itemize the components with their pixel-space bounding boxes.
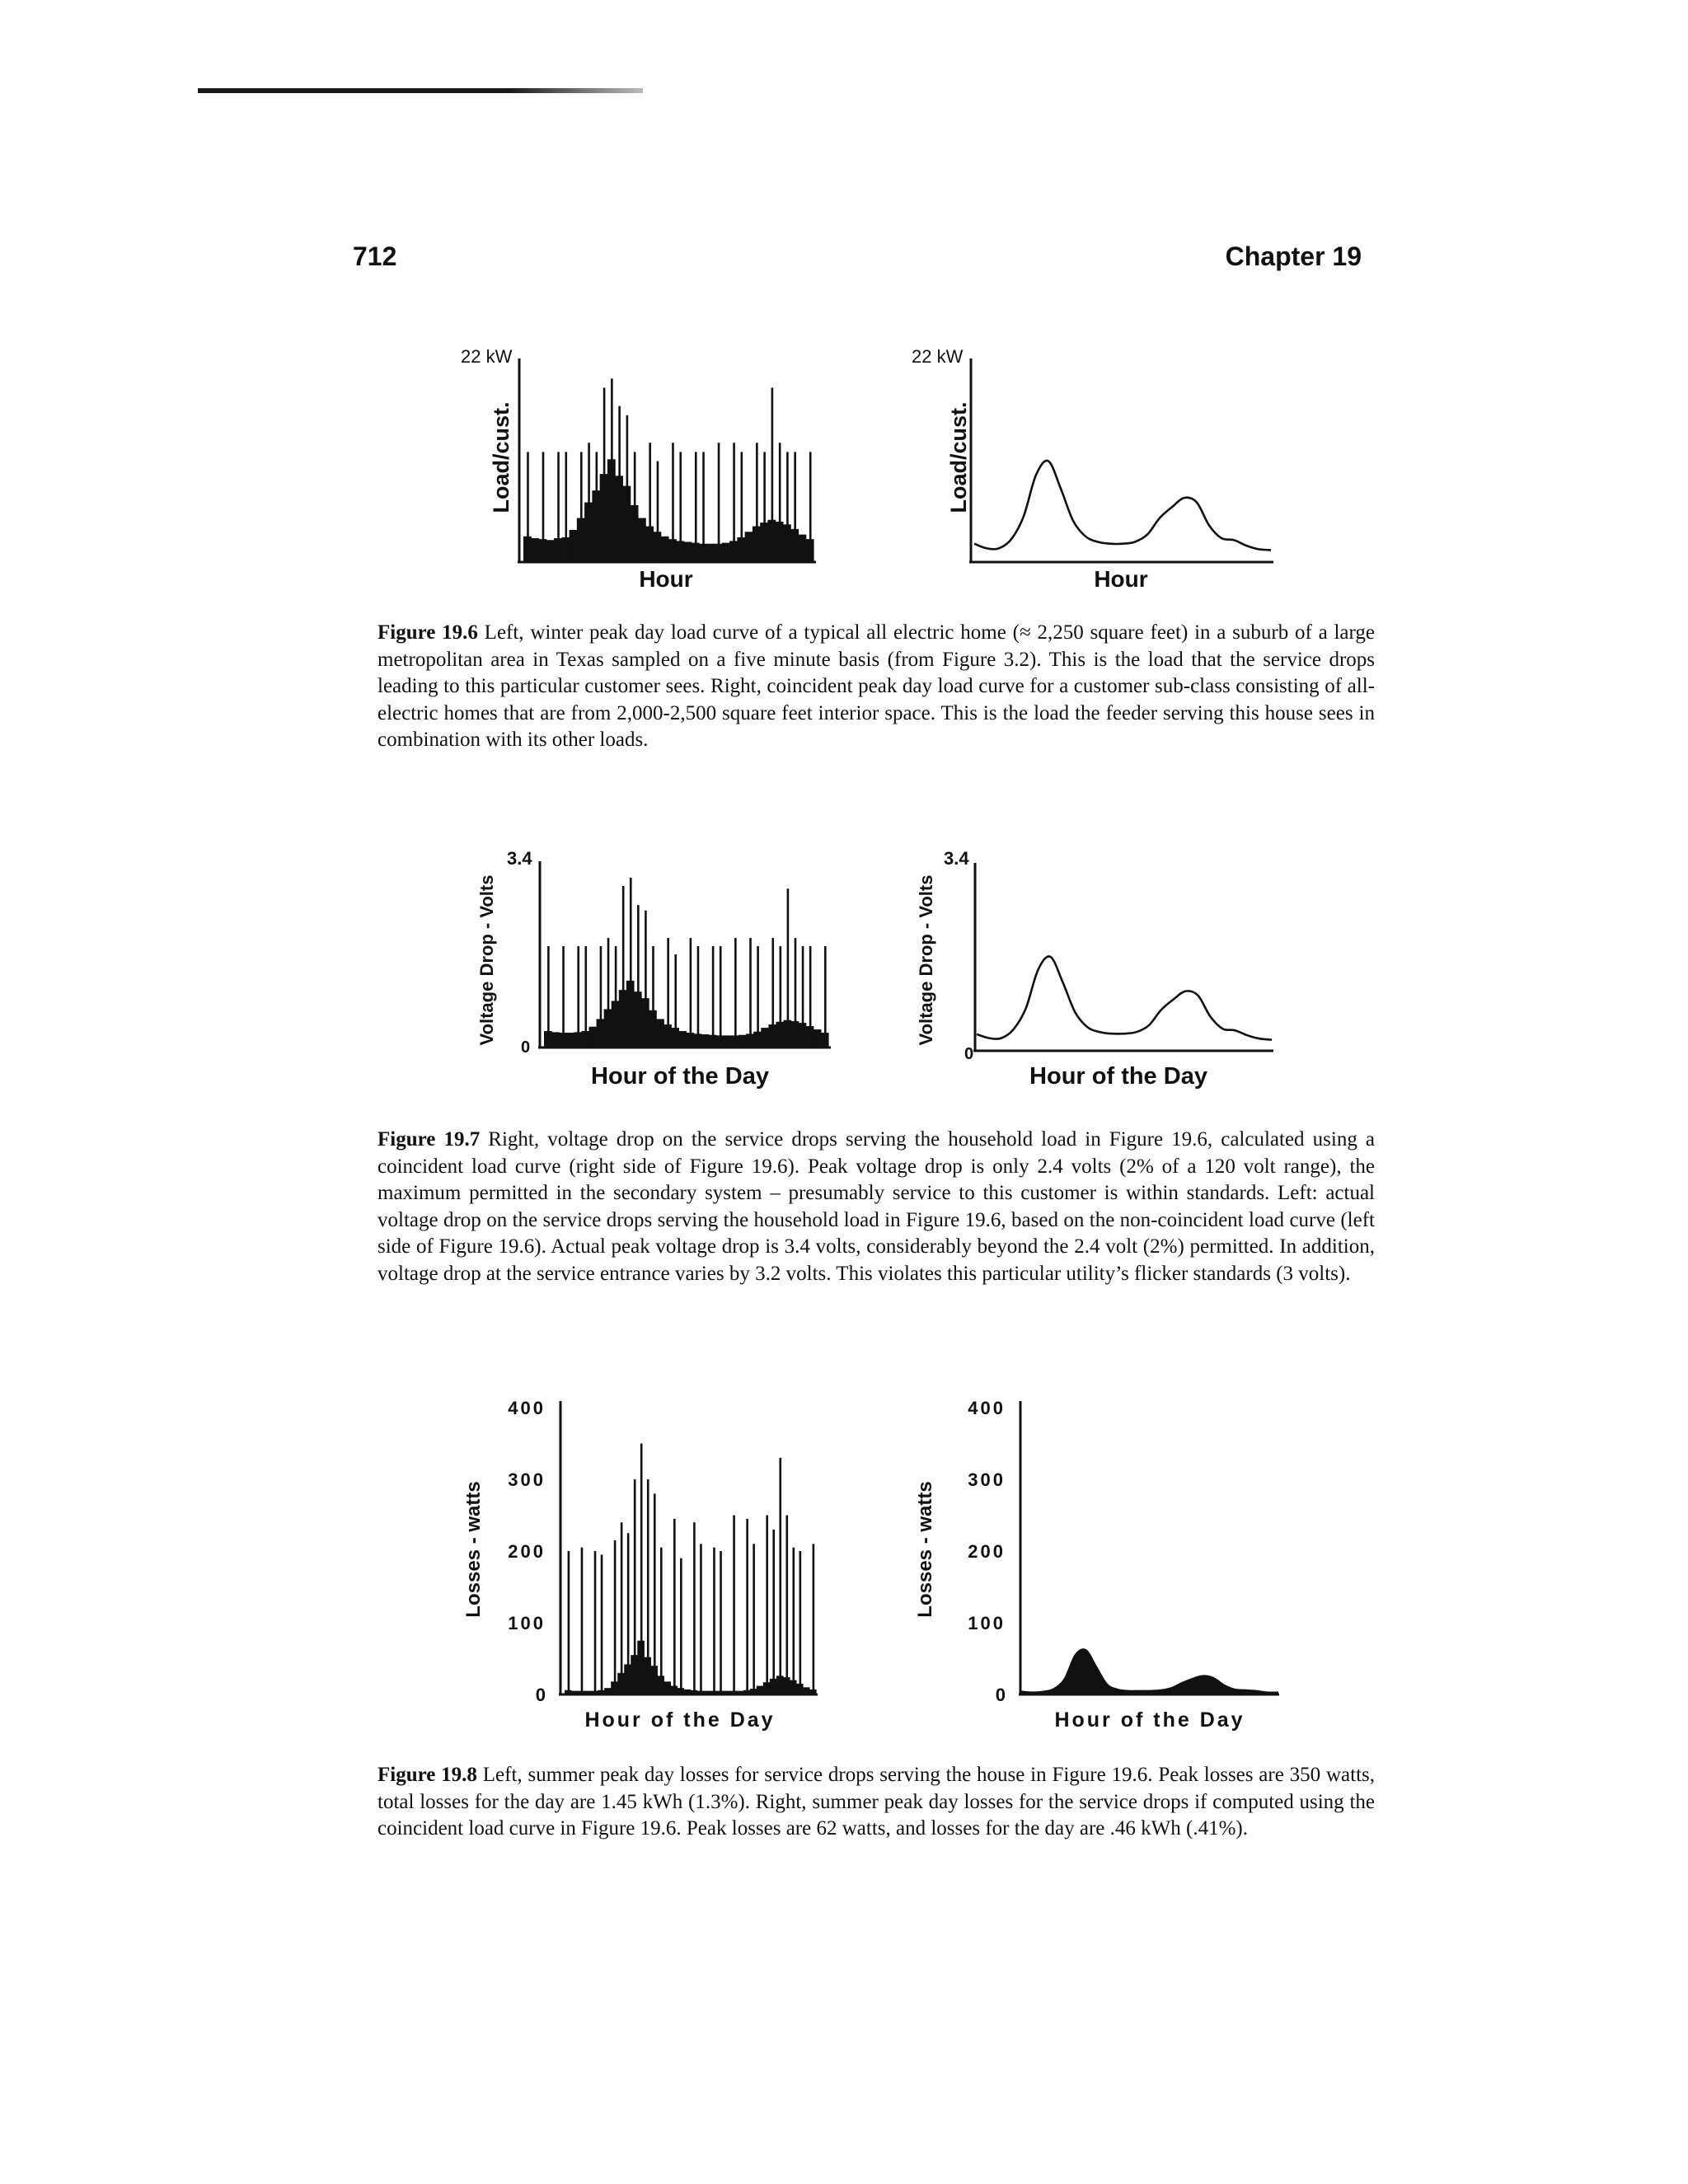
spike-bar bbox=[756, 443, 758, 562]
top-label: 22 kW bbox=[912, 346, 964, 367]
spike-bar bbox=[645, 911, 647, 1047]
y-axis-label: Voltage Drop - Volts bbox=[476, 874, 497, 1046]
spike-bar bbox=[581, 1548, 584, 1694]
spike-bar bbox=[763, 452, 766, 562]
spike-bar bbox=[611, 378, 613, 562]
spike-bar bbox=[697, 946, 700, 1047]
x-axis-label: Hour bbox=[1094, 566, 1148, 592]
spike-bar bbox=[565, 452, 567, 562]
figure-19-6-right-chart bbox=[898, 338, 1286, 598]
spike-bar bbox=[785, 1516, 788, 1695]
bar bbox=[678, 1031, 687, 1047]
spike-bar bbox=[799, 1551, 802, 1694]
spike-bar bbox=[672, 443, 674, 562]
bar bbox=[757, 1686, 764, 1694]
top-rule bbox=[198, 88, 643, 93]
spike-bar bbox=[627, 1533, 630, 1694]
bar bbox=[584, 1691, 592, 1694]
spike-bar bbox=[654, 1493, 656, 1694]
spike-bar bbox=[601, 1554, 603, 1694]
spike-bar bbox=[809, 452, 812, 562]
x-axis-label: Hour of the Day bbox=[584, 1708, 776, 1732]
spike-bar bbox=[618, 406, 621, 562]
tick-label-100: 100 bbox=[508, 1613, 546, 1633]
spike-bar bbox=[660, 1548, 663, 1694]
spike-bar bbox=[766, 1516, 768, 1695]
bar bbox=[588, 1027, 597, 1047]
spike-bar bbox=[787, 888, 790, 1047]
spike-bar bbox=[596, 452, 598, 562]
bar bbox=[661, 537, 669, 562]
bar bbox=[798, 535, 806, 562]
spike-bar bbox=[780, 946, 782, 1047]
spike-bar bbox=[649, 443, 651, 562]
spike-bar bbox=[809, 946, 812, 1047]
tick-label-400: 400 bbox=[968, 1398, 1006, 1418]
figure-19-7-left-chart bbox=[462, 845, 849, 1092]
y-axis-label: Load/cust. bbox=[946, 401, 971, 513]
figure-19-6-left-chart bbox=[449, 338, 837, 598]
spike-bar bbox=[793, 1548, 795, 1694]
figure-19-8-right-chart bbox=[907, 1393, 1302, 1739]
y-axis-label: Losses - watts bbox=[914, 1481, 936, 1618]
spike-bar bbox=[562, 946, 565, 1047]
series-area bbox=[1022, 1649, 1278, 1694]
series-line bbox=[977, 956, 1272, 1039]
spike-bar bbox=[547, 946, 550, 1047]
spike-bar bbox=[637, 905, 640, 1047]
spike-bar bbox=[568, 1551, 570, 1694]
bar bbox=[656, 1019, 664, 1047]
bar bbox=[684, 542, 692, 563]
spike-bar bbox=[614, 1540, 617, 1694]
figure-label: Figure 19.6 bbox=[377, 621, 478, 644]
spike-bar bbox=[718, 443, 720, 562]
bar bbox=[570, 530, 578, 562]
spike-bar bbox=[786, 452, 789, 562]
y-axis-label: Voltage Drop - Volts bbox=[916, 874, 936, 1046]
bar bbox=[566, 1033, 574, 1047]
spike-bar bbox=[584, 946, 587, 1047]
bar bbox=[638, 518, 646, 562]
bar bbox=[701, 1034, 710, 1047]
spike-bar bbox=[720, 946, 722, 1047]
spike-bar bbox=[626, 415, 629, 562]
series-line bbox=[974, 461, 1271, 551]
spike-bar bbox=[557, 452, 560, 562]
y-axis-label: Load/cust. bbox=[489, 401, 513, 513]
spike-bar bbox=[594, 1551, 597, 1694]
spike-bar bbox=[621, 1522, 623, 1694]
bar bbox=[722, 543, 730, 562]
spike-bar bbox=[733, 443, 735, 562]
spike-bar bbox=[757, 946, 759, 1047]
x-axis-label: Hour of the Day bbox=[591, 1063, 769, 1090]
bar bbox=[724, 1035, 732, 1047]
spike-bar bbox=[741, 452, 743, 562]
tick-label-300: 300 bbox=[968, 1469, 1006, 1490]
bar bbox=[571, 1691, 579, 1694]
spike-bar bbox=[600, 946, 603, 1047]
spike-bar bbox=[753, 1544, 755, 1694]
spike-bar bbox=[588, 443, 590, 562]
spike-bar bbox=[673, 1519, 676, 1694]
spike-bar bbox=[700, 1544, 702, 1694]
spike-bar bbox=[527, 452, 529, 562]
spike-bar bbox=[542, 452, 545, 562]
x-axis-label: Hour bbox=[639, 566, 693, 592]
spike-bar bbox=[580, 452, 583, 562]
top-label: 22 kW bbox=[461, 346, 513, 367]
bar bbox=[761, 1028, 769, 1047]
bar bbox=[546, 540, 555, 562]
spike-bar bbox=[679, 452, 682, 562]
spike-bar bbox=[712, 946, 715, 1047]
spike-bar bbox=[771, 387, 774, 562]
y-axis-label: Losses - watts bbox=[462, 1481, 485, 1618]
spike-bar bbox=[720, 1551, 722, 1694]
spike-bar bbox=[749, 938, 752, 1047]
spike-bar bbox=[603, 387, 606, 562]
spike-bar bbox=[577, 946, 579, 1047]
chapter-title: Chapter 19 bbox=[1225, 241, 1362, 271]
bar bbox=[745, 532, 753, 562]
tick-label-400: 400 bbox=[508, 1398, 546, 1418]
bar bbox=[814, 1029, 822, 1047]
spike-bar bbox=[640, 1444, 643, 1695]
spike-bar bbox=[771, 938, 774, 1047]
caption-text: Right, voltage drop on the service drops serving the household load in Figure 19.6, calculated using a coincident load curve (right side of Figure 19.6). Peak voltage drop is only 2.4 volts (2% of a 120 volt range), the maximum permitted in the secondary system – presumably service to this customer is within standards. Left: actual voltage drop on the service drops serving the household load in Figure 19.6, based on the non-coincident load curve (left side of Figure 19.6). Actual peak voltage drop is 3.4 volts, considerably beyond the 2.4 volt (2%) permitted. In addition, voltage drop at the service entrance varies by 3.2 volts. This violates this particular utility’s flicker standards (3 volts). bbox=[377, 1128, 1375, 1285]
spike-bar bbox=[802, 946, 804, 1047]
top-tick-label: 3.4 bbox=[944, 848, 969, 869]
spike-bar bbox=[813, 1544, 815, 1694]
bar bbox=[683, 1690, 691, 1694]
figure-label: Figure 19.8 bbox=[377, 1764, 477, 1786]
tick-label-100: 100 bbox=[968, 1613, 1006, 1633]
spike-bar bbox=[795, 938, 797, 1047]
figure-19-7-right-chart bbox=[894, 845, 1290, 1092]
spike-bar bbox=[690, 938, 692, 1047]
bar bbox=[704, 1691, 711, 1694]
bar bbox=[531, 538, 539, 562]
spike-bar bbox=[680, 1558, 682, 1694]
x-axis-label: Hour of the Day bbox=[1054, 1708, 1245, 1732]
bar bbox=[551, 1032, 560, 1047]
spike-bar bbox=[652, 946, 654, 1047]
spike-bar bbox=[746, 1519, 748, 1694]
spike-bar bbox=[674, 954, 677, 1047]
x-axis-label: Hour of the Day bbox=[1029, 1063, 1207, 1090]
spike-bar bbox=[657, 462, 659, 563]
bar bbox=[737, 1691, 744, 1694]
tick-label-200: 200 bbox=[968, 1541, 1006, 1562]
spike-bar bbox=[702, 452, 705, 562]
caption-text: Left, summer peak day losses for service drops serving the house in Figure 19.6. Peak losses are 350 watts, total losses for the day are 1.45 kWh (1.3%). Right, summer peak day losses for the service drops if computed using the coincident load curve in Figure 19.6. Peak losses are 62 watts, and losses for the day are .46 kWh (.41%). bbox=[377, 1764, 1375, 1840]
spike-bar bbox=[824, 946, 827, 1047]
figure-19-8-left-chart bbox=[462, 1393, 849, 1739]
caption-text: Left, winter peak day load curve of a typical all electric home (≈ 2,250 square feet) in a suburb of a large metropolitan area in Texas sampled on a five minute basis (from Figure 3.2). This is the load that the service drops leading to this particular customer sees. Right, coincident peak day load curve for a customer sub-class consisting of all-electric homes that are from 2,000-2,500 square feet interior space. This is the load the feeder serving this house sees in combination with its other loads. bbox=[377, 621, 1375, 751]
tick-label-0: 0 bbox=[995, 1685, 1006, 1705]
zero-tick-label: 0 bbox=[521, 1038, 531, 1057]
figure-19-8-caption bbox=[377, 1762, 1375, 1843]
bar bbox=[604, 1688, 612, 1694]
top-tick-label: 3.4 bbox=[507, 848, 532, 869]
spike-bar bbox=[622, 886, 625, 1047]
spike-bar bbox=[634, 1479, 636, 1694]
spike-bar bbox=[779, 1458, 781, 1694]
spike-bar bbox=[693, 1522, 696, 1694]
spike-bar bbox=[615, 946, 617, 1047]
spike-bar bbox=[733, 1516, 735, 1695]
bar bbox=[706, 544, 715, 562]
spike-bar bbox=[713, 1548, 715, 1694]
spike-bar bbox=[647, 1479, 649, 1694]
tick-label-300: 300 bbox=[508, 1469, 546, 1490]
bar bbox=[663, 1681, 671, 1694]
spike-bar bbox=[695, 452, 697, 562]
spike-bar bbox=[772, 1530, 775, 1694]
spike-bar bbox=[634, 452, 636, 562]
figure-19-7-caption bbox=[377, 1127, 1375, 1287]
figure-label: Figure 19.7 bbox=[377, 1128, 481, 1151]
tick-label-200: 200 bbox=[508, 1541, 546, 1562]
spike-bar bbox=[667, 938, 669, 1047]
figure-19-6-caption bbox=[377, 620, 1375, 754]
page-number: 712 bbox=[353, 241, 397, 271]
spike-bar bbox=[734, 938, 737, 1047]
bar bbox=[738, 1035, 747, 1047]
spike-bar bbox=[630, 878, 632, 1047]
zero-tick-label: 0 bbox=[964, 1045, 974, 1063]
spike-bar bbox=[794, 452, 796, 562]
spike-bar bbox=[607, 938, 610, 1047]
bar bbox=[724, 1691, 731, 1694]
spike-bar bbox=[779, 443, 781, 562]
bar bbox=[803, 1687, 810, 1694]
tick-label-0: 0 bbox=[535, 1685, 546, 1705]
